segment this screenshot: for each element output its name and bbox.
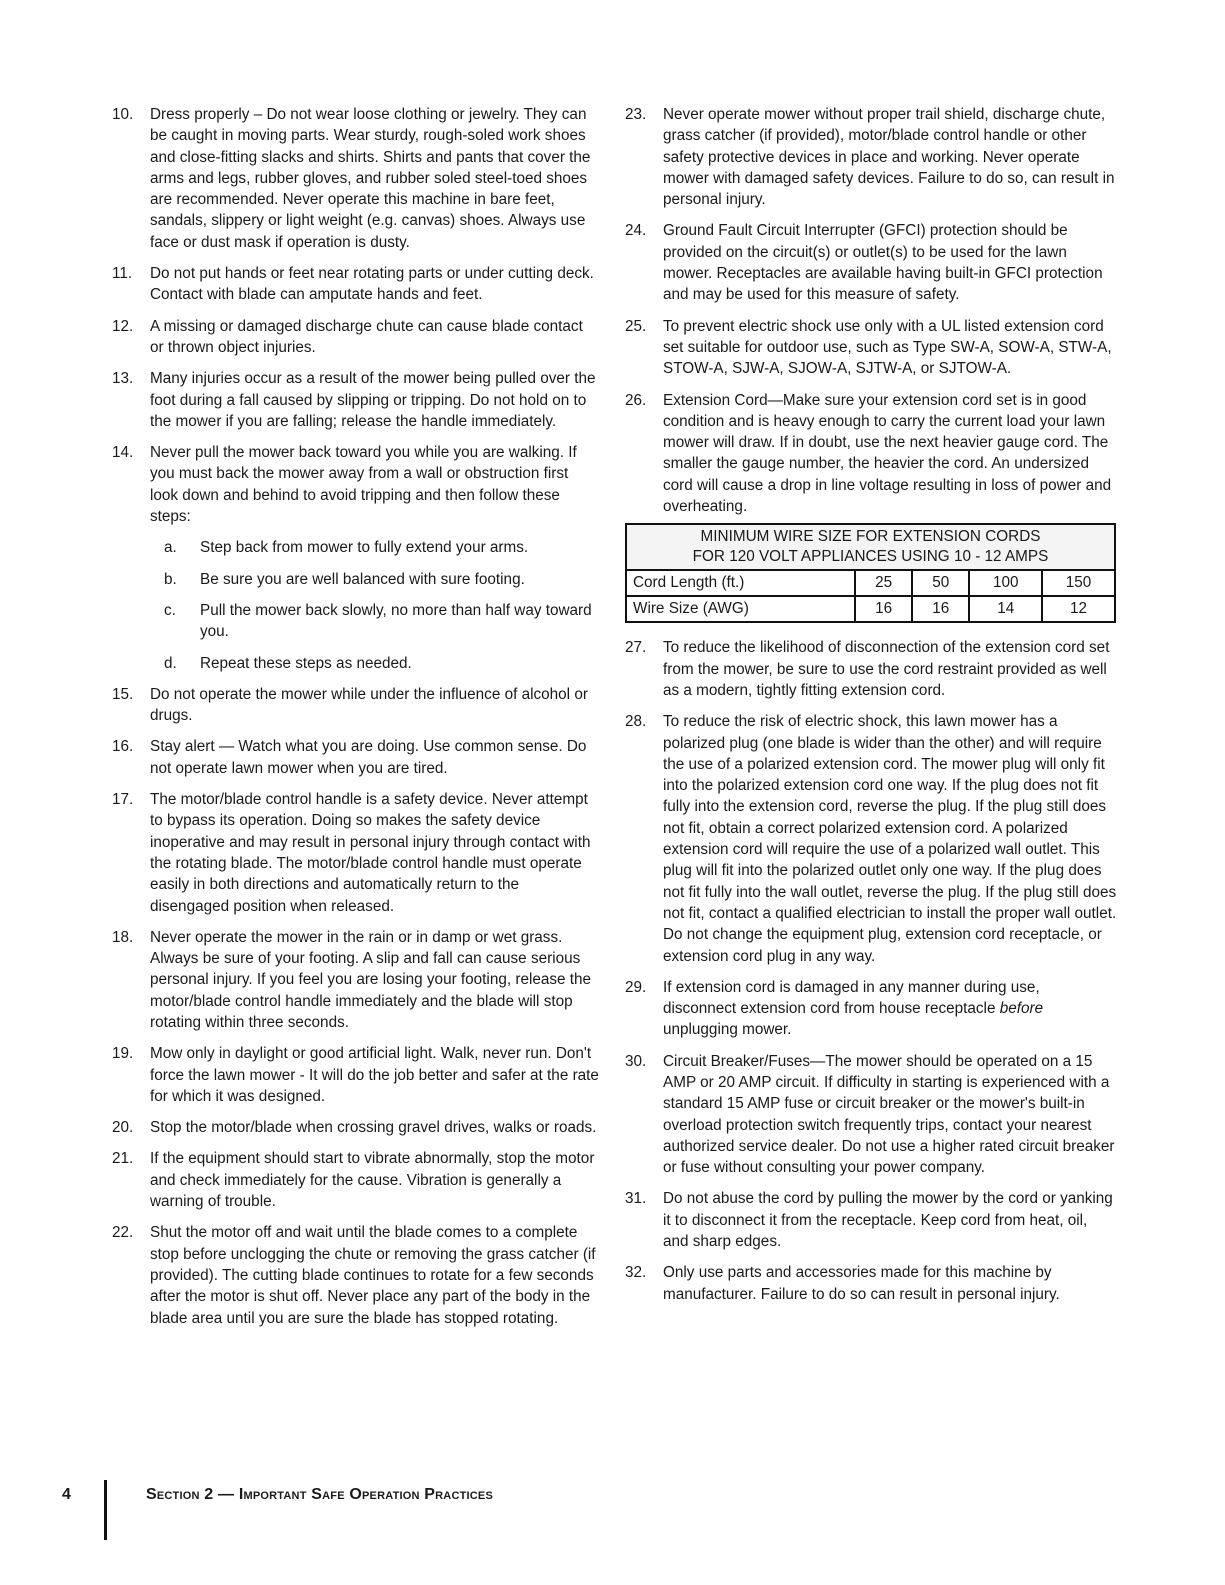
item-number: 31.: [625, 1190, 647, 1208]
list-item: [112, 368, 600, 432]
list-item: [625, 637, 1117, 701]
list-item: [625, 977, 1117, 1041]
item-number: 20.: [112, 1119, 134, 1137]
item-text: Circuit Breaker/Fuses—The mower should be operated on a 15 AMP or 20 AMP circuit. If difficulty in starting is experienced with a standard 15 AMP fuse or circuit breaker or the mower's built-in overload protection switch frequently trips, contact your nearest authorized service dealer. Do not use a higher rated circuit breaker or fuse without consulting your power company.: [663, 1052, 1115, 1177]
list-item: [112, 927, 600, 1033]
item-number: 24.: [625, 222, 647, 240]
item-number: 17.: [112, 791, 134, 809]
item-text: Shut the motor off and wait until the blade comes to a complete stop before unclogging the chute or removing the grass catcher (if provided). The cutting blade continues to rotate for a few seconds after the motor is shut off. Never place any part of the body in the blade area until you are sure the blade has stopped rotating.: [150, 1224, 596, 1327]
item-text: Stop the motor/blade when crossing gravel drives, walks or roads.: [150, 1119, 597, 1137]
list-item: [625, 711, 1117, 967]
row-label: Wire Size (AWG): [626, 596, 855, 622]
item-text: Do not put hands or feet near rotating parts or under cutting deck. Contact with blade can amputate hands and feet.: [150, 265, 594, 304]
table-title-line: FOR 120 VOLT APPLIANCES USING 10 - 12 AMPS: [692, 548, 1049, 566]
table-cell: 100: [969, 570, 1042, 596]
sub-item-letter: c.: [164, 601, 176, 619]
item-text-tail: unplugging mower.: [663, 1021, 792, 1039]
table-cell: 16: [855, 596, 912, 622]
table-cell: 16: [912, 596, 969, 622]
item-text: Stay alert — Watch what you are doing. Use common sense. Do not operate lawn mower when you are tired.: [150, 738, 587, 777]
wire-size-table: [625, 523, 1116, 623]
sub-item-letter: d.: [164, 654, 177, 672]
table-header-row: [626, 524, 1115, 570]
sub-item-letter: a.: [164, 539, 177, 557]
sub-item-text: Repeat these steps as needed.: [200, 654, 412, 672]
item-text: Do not operate the mower while under the influence of alcohol or drugs.: [150, 685, 588, 725]
sub-list-item: [150, 537, 600, 558]
list-item: [625, 390, 1117, 518]
item-text: Never operate the mower in the rain or in damp or wet grass. Always be sure of your footing. A slip and fall can cause serious personal injury. If you feel you are losing your footing, release the motor/blade control handle immediately and the blade will stop rotating within three seconds.: [150, 928, 592, 1031]
item-text: To reduce the risk of electric shock, this lawn mower has a polarized plug (one blade is wider than the other) and will require the use of a polarized extension cord. The mower plug will only fit into the polarized extension cord one way. If the plug does not fit fully into the extension cord, reverse the plug. If the plug still does not fit, obtain a correct polarized extension cord. A polarized extension cord will require the use of a polarized wall outlet. This plug will fit into the polarized outlet only one way. If the plug does not fit fully into the wall outlet, reverse the plug. If the plug still does not fit, contact a qualified electrician to install the proper wall outlet. Do not change the equipment plug, extension cord receptacle, or extension cord plug in any way.: [663, 713, 1117, 965]
item-number: 28.: [625, 713, 647, 731]
item-text: Only use parts and accessories made for this machine by manufacturer. Failure to do so can result in personal injury.: [663, 1264, 1060, 1303]
item-text: If the equipment should start to vibrate abnormally, stop the motor and check immediately for the cause. Vibration is generally a warning of trouble.: [150, 1150, 595, 1211]
list-item: [112, 1222, 600, 1328]
sub-item-text: Step back from mower to fully extend your arms.: [200, 539, 529, 557]
list-item: [112, 263, 600, 306]
item-number: 23.: [625, 106, 647, 123]
item-number: 13.: [112, 370, 134, 388]
item-text: A missing or damaged discharge chute can cause blade contact or thrown object injuries.: [150, 317, 583, 356]
list-item: [112, 736, 600, 779]
page-number: 4: [62, 1486, 71, 1503]
item-text: The motor/blade control handle is a safety device. Never attempt to bypass its operation. Doing so makes the safety device inoperative and may result in personal injury through contact with the rotating blade. The motor/blade control handle must operate easily in both directions and automatically return to the disengaged position when released.: [150, 791, 591, 915]
table-cell: 50: [912, 570, 969, 596]
item-number: 15.: [112, 685, 134, 703]
item-text: If extension cord is damaged in any manner during use, disconnect extension cord from house receptacle: [663, 978, 1040, 1018]
item-number: 14.: [112, 444, 134, 462]
item-number: 18.: [112, 928, 134, 946]
sub-list: [150, 537, 600, 673]
sub-list-item: [150, 653, 600, 674]
item-text: Never pull the mower back toward you while you are walking. If you must back the mower away from a wall or obstruction first look down and behind to avoid tripping and then follow these steps:: [150, 444, 577, 526]
item-text: To reduce the likelihood of disconnection of the extension cord set from the mower, be sure to use the cord restraint provided as well as a modern, tightly fitting extension cord.: [663, 639, 1110, 699]
right-column: [625, 104, 1117, 1315]
emphasis-text: before: [999, 1000, 1044, 1018]
item-number: 30.: [625, 1052, 647, 1070]
sub-item-letter: b.: [164, 570, 177, 588]
item-text: Extension Cord—Make sure your extension cord set is in good condition and is heavy enough to carry the current load your lawn mower will draw. If in doubt, use the next heavier gauge cord. The smaller the gauge number, the heavier the cord. An undersized cord will cause a drop in line voltage resulting in loss of power and overheating.: [663, 391, 1112, 516]
item-number: 29.: [625, 978, 647, 996]
row-label: Cord Length (ft.): [626, 570, 855, 596]
item-number: 16.: [112, 738, 134, 756]
table-row: [626, 570, 1115, 596]
table-title: [626, 524, 1115, 570]
table-row: [626, 596, 1115, 622]
list-item: [625, 1051, 1117, 1179]
sub-list-item: [150, 569, 600, 590]
section-title: Section 2 — Important Safe Operation Practices: [146, 1486, 493, 1503]
sub-list-item: [150, 600, 600, 643]
left-column: [112, 104, 600, 1339]
list-item: [112, 316, 600, 359]
item-number: 19.: [112, 1045, 134, 1063]
footer-divider: [104, 1480, 107, 1540]
list-item: [625, 316, 1117, 380]
list-item: [112, 442, 600, 674]
item-number: 12.: [112, 317, 134, 335]
item-number: 25.: [625, 317, 647, 335]
list-item: [625, 220, 1117, 305]
item-text: Never operate mower without proper trail shield, discharge chute, grass catcher (if provided), motor/blade control handle or other safety protective devices in place and working. Never operate mower with damaged safety devices. Failure to do so, can result in personal injury.: [663, 106, 1115, 209]
table-title-line: MINIMUM WIRE SIZE FOR EXTENSION CORDS: [700, 528, 1041, 546]
item-text: To prevent electric shock use only with a UL listed extension cord set suitable for outdoor use, such as Type SW-A, SOW-A, STW-A, STOW-A, SJW-A, SJOW-A, SJTW-A, or SJTOW-A.: [663, 317, 1112, 378]
sub-item-text: Pull the mower back slowly, no more than half way toward you.: [200, 601, 592, 641]
item-number: 27.: [625, 639, 647, 657]
list-item: [112, 1148, 600, 1212]
table-cell: 25: [855, 570, 912, 596]
list-item: [112, 1117, 600, 1138]
item-number: 10.: [112, 106, 134, 123]
table-cell: 150: [1042, 570, 1115, 596]
table-cell: 14: [969, 596, 1042, 622]
item-number: 22.: [112, 1224, 134, 1242]
list-item: [112, 684, 600, 727]
item-text: Do not abuse the cord by pulling the mower by the cord or yanking it to disconnect it from the receptacle. Keep cord from heat, oil, and sharp edges.: [663, 1190, 1113, 1251]
item-text: Many injuries occur as a result of the mower being pulled over the foot during a fall caused by slipping or tripping. Do not hold on to the mower if you are falling; release the handle immediately.: [150, 370, 596, 430]
list-item: [625, 1262, 1117, 1305]
item-number: 11.: [112, 265, 133, 283]
item-text: Ground Fault Circuit Interrupter (GFCI) protection should be provided on the circuit(s) or outlet(s) to be used for the lawn mower. Receptacles are available having built-in GFCI protection and may be used for this measure of safety.: [663, 222, 1103, 304]
list-item: [112, 789, 600, 917]
item-number: 32.: [625, 1264, 647, 1282]
sub-item-text: Be sure you are well balanced with sure footing.: [200, 570, 525, 588]
list-item: [625, 104, 1117, 210]
list-item: [112, 1043, 600, 1107]
item-number: 26.: [625, 391, 647, 409]
item-number: 21.: [112, 1150, 134, 1168]
table-cell: 12: [1042, 596, 1115, 622]
item-text: Dress properly – Do not wear loose clothing or jewelry. They can be caught in moving parts. Wear sturdy, rough-soled work shoes and close-fitting slacks and shirts. Shirts and pants that cover the arms and legs, rubber gloves, and rubber soled steel-toed shoes are recommended. Never operate this machine in bare feet, sandals, slippery or light weight (e.g. canvas) shoes. Always use face or dust mask if operation is dusty.: [150, 106, 591, 251]
list-item: [625, 1188, 1117, 1252]
item-text: Mow only in daylight or good artificial light. Walk, never run. Don't force the lawn mower - It will do the job better and safer at the rate for which it was designed.: [150, 1045, 599, 1105]
list-item: [112, 104, 600, 253]
